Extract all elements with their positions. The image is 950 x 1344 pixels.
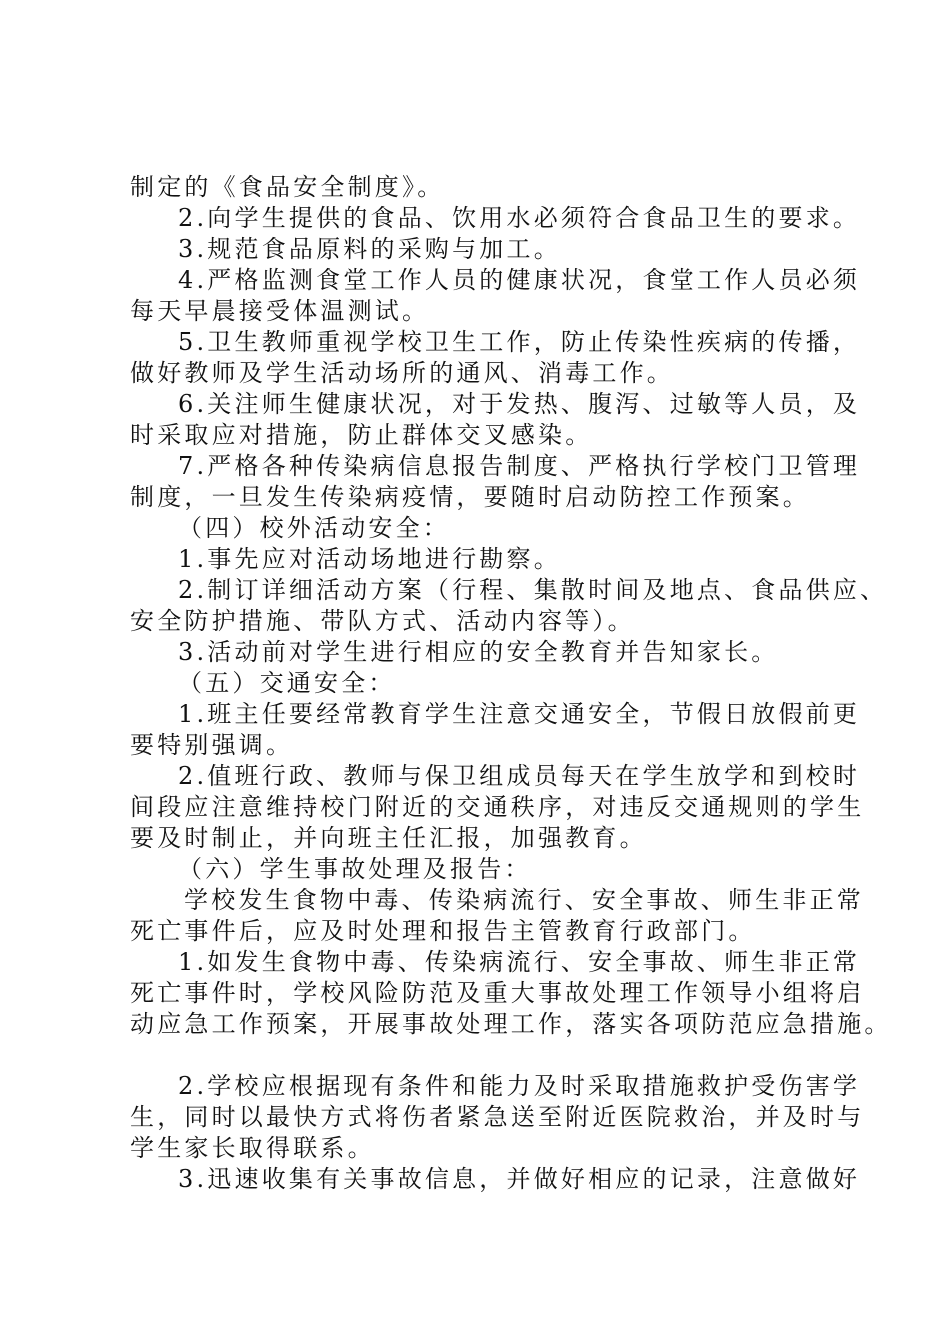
list-item-3: 3.迅速收集有关事故信息，并做好相应的记录，注意做好 [178, 1165, 861, 1193]
section-heading: （四）校外活动安全： [178, 514, 450, 542]
list-item-2: 2.制订详细活动方案（行程、集散时间及地点、食品供应、 [178, 576, 888, 604]
text-line: 生，同时以最快方式将伤者紧急送至附近医院救治，并及时与 [130, 1103, 865, 1131]
text-line: 做好教师及学生活动场所的通风、消毒工作。 [130, 359, 674, 387]
list-item-2: 2.学校应根据现有条件和能力及时采取措施救护受伤害学 [178, 1072, 861, 1100]
list-item-1: 1.事先应对活动场地进行勘察。 [178, 545, 561, 573]
list-item-1: 1.班主任要经常教育学生注意交通安全，节假日放假前更 [178, 700, 861, 728]
text-line: 要特别强调。 [130, 731, 294, 759]
list-item-2: 2.向学生提供的食品、饮用水必须符合食品卫生的要求。 [178, 204, 861, 232]
paragraph-gap [130, 1040, 848, 1071]
list-item-6: 6.关注师生健康状况，对于发热、腹泻、过敏等人员，及 [178, 390, 861, 418]
section-heading: （五）交通安全： [178, 669, 396, 697]
text-line: 学生家长取得联系。 [130, 1134, 375, 1162]
text-line: 死亡事件时，学校风险防范及重大事故处理工作领导小组将启 [130, 979, 865, 1007]
text-line: 制定的《食品安全制度》。 [130, 173, 445, 201]
text-line: 安全防护措施、带队方式、活动内容等）。 [130, 607, 635, 635]
document-body [130, 172, 892, 1195]
section-heading: （六）学生事故处理及报告： [178, 855, 532, 883]
paragraph-start: 学校发生食物中毒、传染病流行、安全事故、师生非正常 [184, 886, 864, 914]
list-item-5: 5.卫生教师重视学校卫生工作，防止传染性疾病的传播， [178, 328, 861, 356]
text-line: 间段应注意维持校门附近的交通秩序，对违反交通规则的学生 [130, 793, 865, 821]
list-item-3: 3.活动前对学生进行相应的安全教育并告知家长。 [178, 638, 779, 666]
text-line: 每天早晨接受体温测试。 [130, 297, 430, 325]
text-line: 要及时制止，并向班主任汇报，加强教育。 [130, 824, 647, 852]
list-item-4: 4.严格监测食堂工作人员的健康状况，食堂工作人员必须 [178, 266, 861, 294]
list-item-3: 3.规范食品原料的采购与加工。 [178, 235, 561, 263]
text-line: 制度，一旦发生传染病疫情，要随时启动防控工作预案。 [130, 483, 810, 511]
text-line: 时采取应对措施，防止群体交叉感染。 [130, 421, 593, 449]
text-line: 死亡事件后，应及时处理和报告主管教育行政部门。 [130, 917, 756, 945]
list-item-7: 7.严格各种传染病信息报告制度、严格执行学校门卫管理 [178, 452, 861, 480]
text-line: 动应急工作预案，开展事故处理工作，落实各项防范应急措施。 [130, 1010, 892, 1038]
list-item-2: 2.值班行政、教师与保卫组成员每天在学生放学和到校时 [178, 762, 861, 790]
list-item-1: 1.如发生食物中毒、传染病流行、安全事故、师生非正常 [178, 948, 861, 976]
